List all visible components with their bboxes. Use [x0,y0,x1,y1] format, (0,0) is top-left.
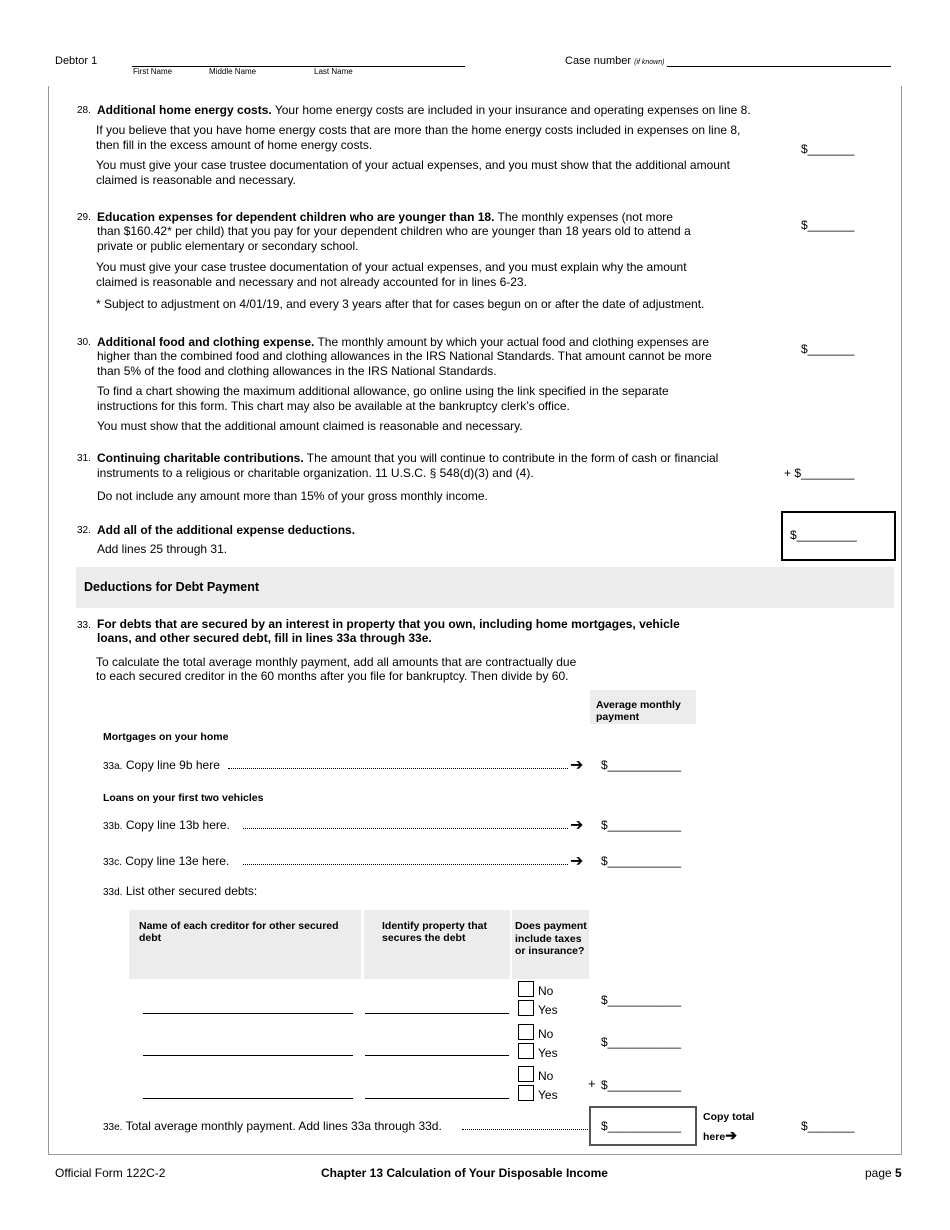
line-30-p1a: higher than the combined food and clothing allowances in the IRS National Standards. That amount cannot be more [97,349,712,363]
line-29-note: * Subject to adjustment on 4/01/19, and every 3 years after that for cases begun on or after the date of adjustment. [96,297,705,311]
yes-label: Yes [538,1003,558,1017]
line-29-title: Education expenses for dependent children who are younger than 18. [97,210,495,224]
line-33-number: 33. [77,620,91,631]
line-32-number: 32. [77,525,91,536]
yes-label: Yes [538,1088,558,1102]
line-33d-number: 33d. [103,887,123,898]
creditor-name-field[interactable] [143,1098,353,1099]
property-field[interactable] [365,1013,509,1014]
no-checkbox[interactable] [518,981,534,997]
line-28-p1a: If you believe that you have home energy costs that are more than the home energy costs included in expenses on line 8, [96,123,741,137]
line-33a-leader [228,768,568,769]
line-29-p2a: You must give your case trustee documentation of your actual expenses, and you must explain why the amount [96,260,687,274]
copy-total-here: here [703,1131,726,1143]
yes-label: Yes [538,1046,558,1060]
line-28-p2b: claimed is reasonable and necessary. [96,173,296,187]
line-30-p2b: instructions for this form. This chart may also be available at the bankruptcy clerk’s office. [97,399,570,413]
line-33-final-amount-field[interactable]: $_______ [801,1119,855,1133]
yes-checkbox[interactable] [518,1000,534,1016]
loans-label: Loans on your first two vehicles [103,792,264,804]
case-number-note: (if known) [634,59,665,66]
line-30-title-rest: The monthly amount by which your actual food and clothing expenses are [314,335,710,349]
row-prefix: + [588,1076,596,1091]
line-29-p1b: private or public elementary or secondary school. [97,239,359,253]
line-33-p1b: to each secured creditor in the 60 months after you file for bankruptcy. Then divide by 60. [96,669,569,683]
line-33e-number: 33e. [103,1122,123,1133]
middle-name-caption: Middle Name [209,67,257,76]
line-33-title-a: For debts that are secured by an interest in property that you own, including home mortgages, vehicle [97,617,680,631]
line-33e-text: Total average monthly payment. Add lines 33a through 33d. [125,1119,442,1133]
line-33e-amount-field[interactable]: $___________ [601,1119,682,1133]
property-field[interactable] [365,1098,509,1099]
no-label: No [538,984,554,998]
last-name-caption: Last Name [314,67,353,76]
line-29-title-rest: The monthly expenses (not more [494,210,673,224]
creditor-name-field[interactable] [143,1013,353,1014]
line-29-p2b: claimed is reasonable and necessary and not already accounted for in lines 6-23. [96,275,527,289]
line-33a-number: 33a. [103,761,123,772]
line-31-title-rest: The amount that you will continue to contribute in the form of cash or financial [303,451,719,465]
arrow-right-icon: ➔ [570,757,584,774]
arrow-right-icon: ➔ [570,853,584,870]
mortgages-label: Mortgages on your home [103,731,229,743]
line-30-amount-field[interactable]: $_______ [801,342,855,356]
line-33b-leader [243,828,568,829]
line-33b-amount-field[interactable]: $___________ [601,818,682,832]
line-33d-text: List other secured debts: [125,884,258,898]
line-30-heading [97,335,709,350]
footer-page [865,1166,902,1180]
line-31-heading [97,451,718,466]
taxes-header: Does payment include taxes or insurance? [515,920,587,957]
line-31-number: 31. [77,453,91,464]
line-30-p3: You must show that the additional amount claimed is reasonable and necessary. [97,419,523,433]
line-28-title: Additional home energy costs. [97,103,272,117]
line-31-p2: Do not include any amount more than 15% of your gross monthly income. [97,489,488,503]
line-29-p1a: than $160.42* per child) that you pay for your dependent children who are younger than 18 years old to attend a [97,224,691,238]
creditor-header: Name of each creditor for other secured debt [139,920,339,944]
line-29-amount-field[interactable]: $_______ [801,218,855,232]
line-33b-label [103,818,230,832]
no-label: No [538,1027,554,1041]
line-33a-label [103,758,220,772]
footer-form-number: Official Form 122C-2 [55,1166,166,1180]
first-name-caption: First Name [133,67,173,76]
footer-page-label: page [865,1166,892,1180]
line-28-title-rest: Your home energy costs are included in your insurance and operating expenses on line 8. [271,103,751,117]
line-33c-amount-field[interactable]: $___________ [601,854,682,868]
line-33c-number: 33c. [103,857,122,868]
line-31-amount-field[interactable]: + $________ [784,466,855,480]
line-30-number: 30. [77,337,91,348]
property-field[interactable] [365,1055,509,1056]
line-33-p1a: To calculate the total average monthly payment, add all amounts that are contractually due [96,655,577,669]
line-33e-leader [462,1129,588,1130]
line-33c-label [103,854,229,868]
line-30-title: Additional food and clothing expense. [97,335,315,349]
line-33c-leader [243,864,568,865]
line-33e-label [103,1119,442,1133]
line-28-amount-field[interactable]: $_______ [801,142,855,156]
no-label: No [538,1069,554,1083]
line-33a-amount-field[interactable]: $___________ [601,758,682,772]
creditor-name-field[interactable] [143,1055,353,1056]
section-title: Deductions for Debt Payment [84,580,260,594]
row-amount-field[interactable]: $___________ [601,1035,682,1049]
no-checkbox[interactable] [518,1066,534,1082]
copy-total-text-a: Copy total [703,1111,755,1123]
case-number-line[interactable] [667,66,891,67]
copy-total-text-b [703,1127,737,1144]
property-header: Identify property that secures the debt [382,920,488,944]
case-number-label [565,55,664,67]
line-28-p2a: You must give your case trustee documentation of your actual expenses, and you must show that the additional amount [96,158,730,172]
line-28-number: 28. [77,105,91,116]
line-33d-label [103,884,257,898]
line-29-heading [97,210,673,225]
line-31-title: Continuing charitable contributions. [97,451,304,465]
line-33b-number: 33b. [103,821,123,832]
line-33b-text: Copy line 13b here. [125,818,230,832]
arrow-right-icon: ➔ [725,1127,737,1143]
line-33c-text: Copy line 13e here. [125,854,230,868]
line-32-p1: Add lines 25 through 31. [97,542,228,556]
line-33-title-b: loans, and other secured debt, fill in lines 33a through 33e. [97,631,432,645]
row-amount-field[interactable]: $___________ [601,993,682,1007]
line-32-title: Add all of the additional expense deductions. [97,523,356,537]
yes-checkbox[interactable] [518,1043,534,1059]
line-29-number: 29. [77,212,91,223]
line-31-p1b: instruments to a religious or charitable organization. 11 U.S.C. § 548(d)(3) and (4). [97,466,534,480]
line-30-p1b: than 5% of the food and clothing allowances in the IRS National Standards. [97,364,497,378]
row-amount-field[interactable]: $___________ [601,1078,682,1092]
line-33a-text: Copy line 9b here [125,758,220,772]
debtor-name-line[interactable] [132,66,465,67]
line-30-p2a: To find a chart showing the maximum additional allowance, go online using the link specified in the separate [97,384,669,398]
avg-monthly-header: Average monthly payment [596,699,681,723]
arrow-right-icon: ➔ [570,817,584,834]
no-checkbox[interactable] [518,1024,534,1040]
line-32-amount-field[interactable]: $_________ [790,528,857,542]
footer-title: Chapter 13 Calculation of Your Disposable Income [321,1166,608,1180]
yes-checkbox[interactable] [518,1085,534,1101]
line-28-p1b: then fill in the excess amount of home energy costs. [96,138,373,152]
case-number-text: Case number [565,55,632,67]
line-28-heading [97,103,751,118]
debtor-label: Debtor 1 [55,55,98,67]
footer-page-number: 5 [895,1166,902,1180]
